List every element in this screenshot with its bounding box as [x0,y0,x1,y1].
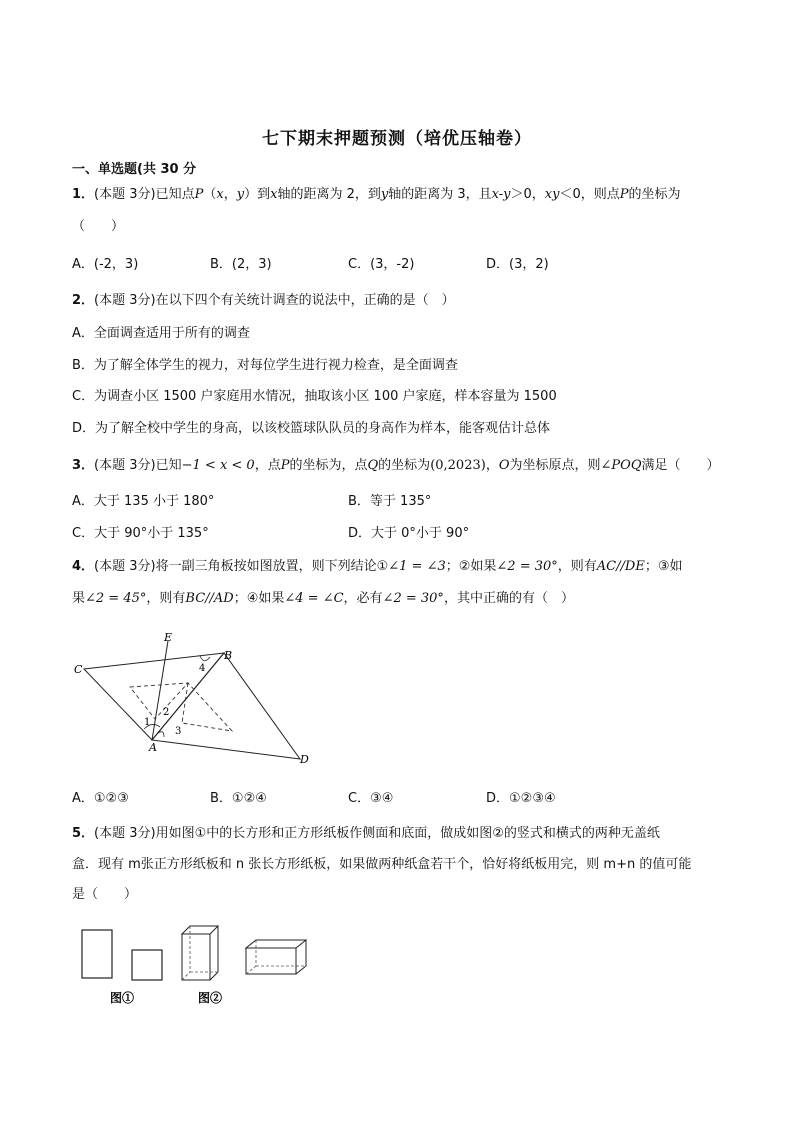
label-angle-1: 1 [144,717,151,728]
question-tag: (本题 3分) [94,187,156,202]
angle-arc-3 [158,732,164,737]
label-c: C [74,663,83,676]
question-tag: (本题 3分) [94,458,156,473]
horizontal-box [246,940,306,974]
label-e: E [164,631,173,644]
question-1-stem: 1．(本题 3分)已知点P（x，y）到x轴的距离为 2，到y轴的距离为 3，且x-y＞0，xy＜0，则点P的坐标为 [72,187,681,202]
rectangle-board [82,930,112,978]
box-figure [70,920,340,1012]
label-angle-3: 3 [175,726,182,737]
question-number: 2． [72,293,95,308]
question-5-stem-line2: 盒．现有 m张正方形纸板和 n 张长方形纸板，如果做两种纸盒若干个，恰好将纸板用完，则 m+n 的值可能 [72,857,692,872]
question-5-stem: 5．(本题 3分)用如图①中的长方形和正方形纸板作侧面和底面，做成如图②的竖式和横式的两种无盖纸 [72,826,660,841]
q3-option-c[interactable]: C．大于 90°小于 135° [72,526,209,541]
page-title: 七下期末押题预测（培优压轴卷） [262,129,532,149]
triangle-figure [60,625,330,775]
angle-arc-4 [200,656,210,661]
figure-2-caption: 图② [198,991,223,1005]
question-number: 4． [72,559,95,574]
q1-option-d[interactable]: D．(3，2) [486,257,549,272]
question-4-stem: 4．(本题 3分)将一副三角板按如图放置，则下列结论①∠1 = ∠3；②如果∠2 = 30°，则有AC//DE；③如 [72,559,683,574]
q1-option-b[interactable]: B．(2，3) [210,257,272,272]
figure-1-caption: 图① [110,991,135,1005]
vertical-box [182,926,218,980]
question-tag: (本题 3分) [94,559,156,574]
label-b: B [224,649,233,662]
label-d: D [300,753,309,766]
q4-option-b[interactable]: B．①②④ [210,791,267,806]
q2-option-a[interactable]: A．全面调查适用于所有的调查 [72,326,250,341]
label-a: A [149,741,157,754]
q4-option-d[interactable]: D．①②③④ [486,791,556,806]
q4-option-c[interactable]: C．③④ [348,791,394,806]
q3-option-a[interactable]: A．大于 135 小于 180° [72,494,215,509]
square-board [132,950,162,980]
q4-option-a[interactable]: A．①②③ [72,791,129,806]
q1-option-c[interactable]: C．(3，-2) [348,257,415,272]
question-number: 5． [72,826,95,841]
answer-paren: （ ） [72,219,125,234]
dashed-triangle-left [130,683,188,719]
question-tag: (本题 3分) [94,826,156,841]
q2-option-d[interactable]: D．为了解全校中学生的身高，以该校篮球队队员的身高作为样本，能客观估计总体 [72,421,551,436]
q2-option-b[interactable]: B．为了解全体学生的视力，对每位学生进行视力检查，是全面调查 [72,358,458,373]
section-heading: 一、单选题(共 30 分 [72,162,197,177]
line-ae [152,641,168,740]
set-square-lower [152,653,300,759]
q1-option-a[interactable]: A．(-2，3) [72,257,139,272]
question-number: 1． [72,187,95,202]
question-3-stem: 3．(本题 3分)已知−1 < x < 0，点P的坐标为，点Q的坐标为(0,2023)，O为坐标原点，则∠POQ满足（ ） [72,458,720,473]
question-5-stem-line3: 是（ ） [72,887,138,902]
dashed-triangle-right [182,683,232,731]
question-number: 3． [72,458,95,473]
question-2-stem: 2．(本题 3分)在以下四个有关统计调查的说法中，正确的是（ ） [72,293,455,308]
q3-option-b[interactable]: B．等于 135° [348,494,432,509]
label-angle-4: 4 [199,663,206,674]
question-4-stem-cont: 果∠2 = 45°，则有BC//AD；④如果∠4 = ∠C，必有∠2 = 30°，其中正确的有（ ） [72,591,574,606]
q2-option-c[interactable]: C．为调查小区 1500 户家庭用水情况，抽取该小区 100 户家庭，样本容量为 1500 [72,389,557,404]
q3-option-d[interactable]: D．大于 0°小于 90° [348,526,470,541]
label-angle-2: 2 [163,707,170,718]
question-tag: (本题 3分) [94,293,156,308]
